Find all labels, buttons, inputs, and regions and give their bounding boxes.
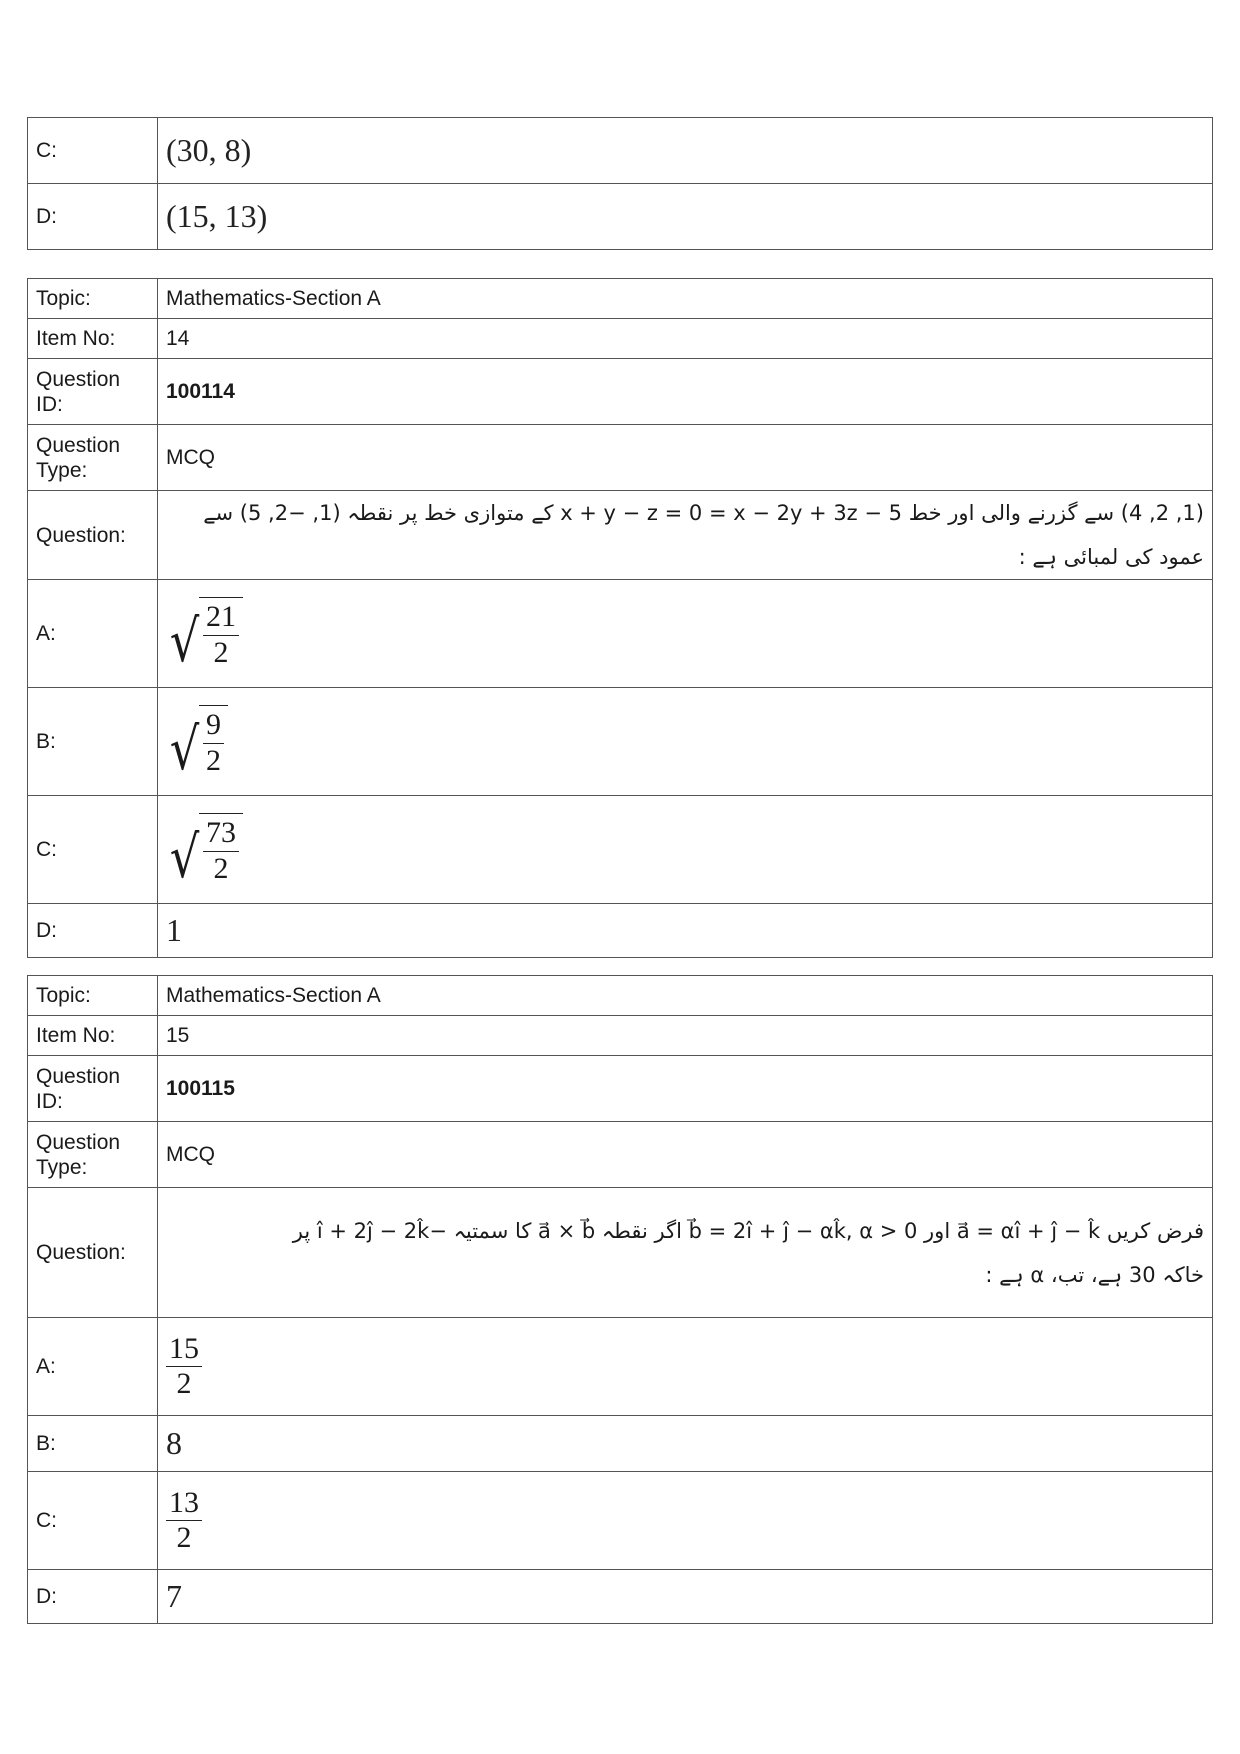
sqrt-fraction: √ $\frac{21}{2}$ [166,597,243,670]
option-row [28,904,1213,958]
question-label: Question: [28,1188,158,1318]
question-label: Question: [28,491,158,580]
denominator: 2 [205,743,221,777]
topic-value: Mathematics-Section A [158,976,1213,1016]
question-text-line-2: خاکہ 30 ہے، تب، α ہے : [985,1262,1204,1287]
option-label: B: [28,688,158,796]
option-label: B: [28,1416,158,1472]
topic-value: Mathematics-Section A [158,279,1213,319]
topic-row [28,976,1213,1016]
option-label: A: [28,1318,158,1416]
fraction [166,1486,202,1556]
option-row [28,1570,1213,1624]
question-text: (1, 2, 4) سے گزرنے والی اور خط x + y − z = 0 = x − 2y + 3z − 5 کے متوازی خط پر نقطہ (1, −2, 5) سے عمود کی لمبائی ہے : [158,491,1213,580]
question-14-table [27,278,1213,958]
option-row [28,118,1213,184]
option-label: D: [28,904,158,958]
option-row [28,580,1213,688]
option-row [28,796,1213,904]
question-id-row [28,359,1213,425]
item-no-row [28,1016,1213,1056]
option-label: A: [28,580,158,688]
numerator: 73 [203,816,239,852]
option-label: C: [28,118,158,184]
denominator: 2 [176,1367,192,1400]
numerator: 9 [203,708,224,744]
option-value: 1 [166,912,182,948]
numerator: 13 [166,1486,202,1522]
item-no-label: Item No: [28,1016,158,1056]
question-id-label: Question ID: [28,1056,158,1122]
question-type-label: Question Type: [28,425,158,491]
numerator: 15 [166,1332,202,1368]
topic-label: Topic: [28,976,158,1016]
question-type-value: MCQ [158,425,1213,491]
question-text-line-1: فرض کریں a⃗ = αî + ĵ − k̂ اور b⃗ = 2î + ĵ − αk̂, α > 0 اگر نقطہ a⃗ × b⃗ کا سمتیہ −î + 2ĵ − 2k̂ پر [292,1218,1204,1243]
item-no-value: 15 [158,1016,1213,1056]
question-type-row [28,425,1213,491]
option-label: C: [28,1472,158,1570]
option-row [28,1472,1213,1570]
topic-row [28,279,1213,319]
item-no-label: Item No: [28,319,158,359]
question-id-value: 100114 [158,359,1213,425]
question-15-table [27,975,1213,1624]
option-value: 8 [166,1425,182,1461]
option-value: (15, 13) [166,198,268,234]
option-row [28,1416,1213,1472]
option-value: 7 [166,1578,182,1614]
question-id-value: 100115 [158,1056,1213,1122]
denominator: 2 [213,635,229,669]
option-label: D: [28,1570,158,1624]
numerator: 21 [203,600,239,636]
question-id-row [28,1056,1213,1122]
item-no-value: 14 [158,319,1213,359]
item-no-row [28,319,1213,359]
option-label: C: [28,796,158,904]
prev-question-table [27,117,1213,250]
option-value: (30, 8) [166,132,252,168]
fraction [166,1332,202,1402]
denominator: 2 [176,1521,192,1554]
denominator: 2 [213,851,229,885]
question-type-row [28,1122,1213,1188]
question-id-label: Question ID: [28,359,158,425]
topic-label: Topic: [28,279,158,319]
question-row [28,1188,1213,1318]
sqrt-fraction: √ $\frac{73}{2}$ [166,813,243,886]
option-row [28,688,1213,796]
option-label: D: [28,184,158,250]
question-row [28,491,1213,580]
question-type-value: MCQ [158,1122,1213,1188]
option-row [28,1318,1213,1416]
question-type-label: Question Type: [28,1122,158,1188]
sqrt-fraction: √ $\frac{9}{2}$ [166,705,228,778]
option-row [28,184,1213,250]
